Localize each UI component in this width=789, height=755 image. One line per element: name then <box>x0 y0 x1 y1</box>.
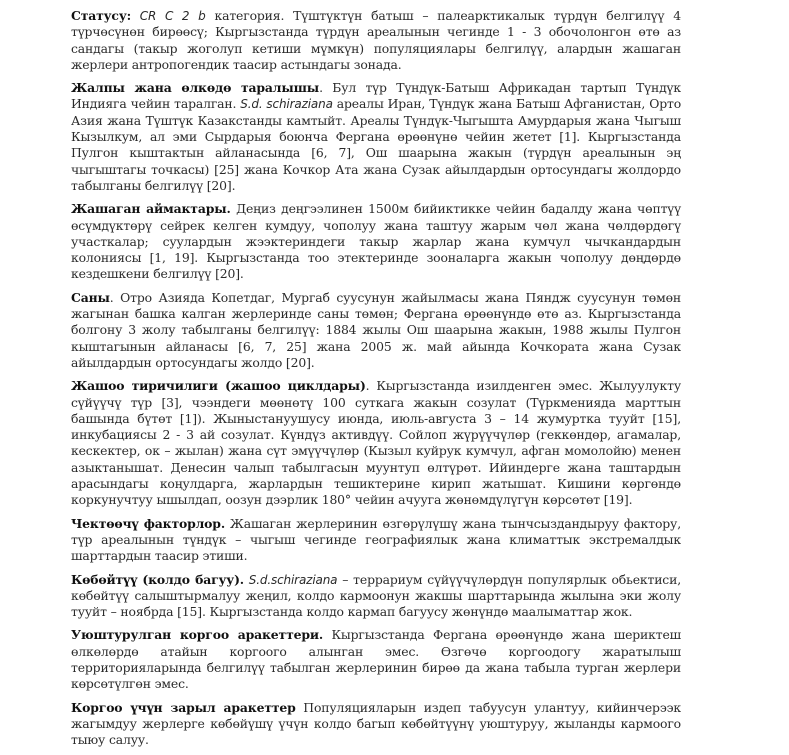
section-status <box>71 8 681 73</box>
section-text: . Кыргызстанда изилденген эмес. Жылуулукту сүйүүчү түр [3], чээндеги мөөнөтү 100 суткага жакын созулат (Түркменияда марттын башында бүтөт [1]). Жыныстануушусу июнда, июль-августа 3 – 14 жумуртка тууйт [15], инкубациясы 2 - 3 ай созулат. Күндүз активдүү. Сойлоп жүрүүчүлөр (геккөндөр, агамалар, кескектер, ок – жылан) жана сүт эмүүчүлөр (Кызыл куйрук кумчул, афган момолойю) менен азыктанышат. Денесин чалып табылгасын муунтуп өлтүрөт. Ийиндерге жана таштардын арасындагы коңулдарга, жарлардын тешиктерине кирип жатышат. Кишини көргөндө коркунучтуу ышылдап, оозун дээрлик 180° чейин ачууга жөнөмдүлүгүн көрсөтөт [19]. <box>71 378 681 508</box>
section-text: Жашаган жерлеринин өзгөрүлүшү жана тынчсыздандыруу фактору, түр ареалынын түндүк – чыгыш чегинде географиялык жана климаттык экстремалдык шарттардын таасир этиши. <box>71 515 681 564</box>
section-heading: Саны <box>71 289 110 305</box>
section-text: . Бул түр Түндүк-Батыш Африкадан тартып Түндүк Индияга чейин таралган. <box>71 80 681 112</box>
section-text: Кыргызстанда Фергана өрөөнүндө жана шериктеш өлкөлөрдө атайын коргоого алынган эмес. Өзгөчө коргоодогу жаратылыш территорияларында белгилүү табылган жерлеринин бирөө да жана табыла турган жерлери көрсөтүлгөн эмес. <box>71 627 682 692</box>
section-distribution <box>71 80 681 194</box>
status-category: CR C 2 b <box>131 9 206 23</box>
section-protection-measures <box>71 627 681 692</box>
section-habitat <box>71 201 681 282</box>
section-text: . Отро Азияда Копетдаг, Мургаб суусунун жайылмасы жана Пяндж суусунун төмөн жагынан башка калган жерлеринде саны төмөн; Фергана өрөөнүндө өтө аз. Кыргызстанда болгону 3 жолу табылганы белгилүү: 1884 жылы Ош шаарына жакын, 1988 жылы Пулгон кыштагынын айланасы [6, 7, 25] жана 2005 ж. май айында Кочкората жана Сузак айылдардын ортосундагы жолдо [20]. <box>71 289 681 370</box>
section-captive-breeding <box>71 572 681 621</box>
section-text: Деңиз деңгээлинен 1500м бийиктикке чейин бадалду жана чөптүү өсүмдүктөрү сейрек келген кумдуу, чополуу жана таштуу жарым чөл жана чөлдөрдөгү участкалар; суулардын жээктериндеги такыр жарлар жана кумчул чычкандардын колониясы [1, 19]. Кыргызстанда тоо этектеринде зооналарга жакын чополуу дөңдөрдө кездешкени белгилүү [20]. <box>71 201 681 282</box>
section-required-actions <box>71 700 681 749</box>
section-abundance <box>71 290 681 371</box>
section-heading: Жашоо тиричилиги (жашоо циклдары) <box>71 378 366 394</box>
section-text-continued: ареалы Иран, Түндүк жана Батыш Афганистан, Орто Азия жана Түштүк Казакстанды камтыйт. Ареалы Түндүк-Чыгышта Амурдарыя жана Чыгыш Кызылкум, ал эми Сырдарыя боюнча Фергана өрөөнүнө чейин жетет [1]. Кыргызстанда Пулгон кыштактын айланасында [6, 7], Ош шаарына жакын (түрдүн ареалынын эң чыгыштагы точкасы) [25] жана Кочкор Ата жана Сузак айылдардын ортосундагы жолдордо табылганы белгилүү [20]. <box>71 96 681 193</box>
subspecies-name: S.d. schiraziana <box>240 97 333 112</box>
section-heading: Статусу: <box>71 8 132 23</box>
section-limiting-factors <box>71 516 681 565</box>
document-page <box>71 8 681 755</box>
section-life-cycle <box>71 378 681 508</box>
section-text: категория. Түштүктүн батыш – палеарктикалык түрдүн белгилүү 4 түрчөсүнөн бирөөсү; Кыргызстанда түрдүн ареалынын чегинде 1 - 3 обочолонгон өтө аз сандагы (такыр жоголуп кетиши мүмкүн) популяциялары белгилүү, алардын жашаган жерлери антропогендик таасир астындагы зонада. <box>71 8 681 72</box>
section-heading: Уюштурулган коргоо аракеттери. <box>71 627 324 643</box>
section-text: – террариум сүйүүчүлөрдүн популярлык обьектиси, көбөйтүү салыштырмалуу жеңил, колдо кармоонун жакшы шарттарында жылына эки жолу тууйт – ноябрда [15]. Кыргызстанда колдо кармап багуусу жөнүндө маалыматтар жок. <box>71 571 681 620</box>
subspecies-name: S.d.schiraziana <box>243 572 338 587</box>
section-heading: Чектөөчү факторлор. <box>71 515 225 531</box>
section-heading: Коргоо үчүн зарыл аракеттер <box>71 699 296 715</box>
section-heading: Көбөйтүү (колдо багуу). <box>71 571 244 587</box>
section-heading: Жашаган аймактары. <box>71 201 231 217</box>
section-text: Популяцияларын издеп табуусун улантуу, кийинчерээк жагымдуу жерлерге көбөйүшү үчүн колдо багып көбөйтүүнү уюштуруу, жыланды кармоого тыюу салуу. <box>71 699 681 748</box>
section-heading: Жалпы жана өлкөдө таралышы <box>71 80 320 96</box>
